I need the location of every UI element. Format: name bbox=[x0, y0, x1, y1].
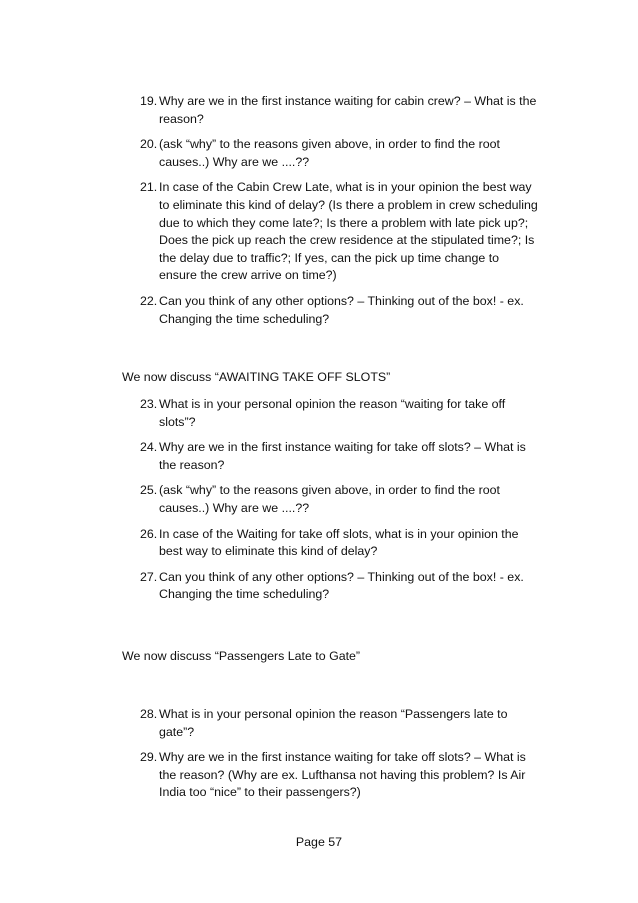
list-item bbox=[140, 439, 540, 474]
question-list-passengers-late bbox=[140, 706, 540, 810]
section-heading-passengers-late: We now discuss “Passengers Late to Gate” bbox=[122, 649, 361, 663]
question-list-take-off-slots bbox=[140, 396, 540, 612]
item-number: 24. bbox=[140, 440, 158, 455]
item-text: Can you think of any other options? – Thinking out of the box! - ex. Changing the time scheduling? bbox=[159, 293, 524, 326]
page-number: Page 57 bbox=[295, 835, 343, 849]
item-text: Why are we in the first instance waiting for take off slots? – What is the reason? bbox=[159, 440, 526, 472]
list-item bbox=[140, 706, 540, 741]
item-text: (ask “why” to the reasons given above, in order to find the root causes..) Why are we ....?? bbox=[159, 137, 500, 169]
item-text: Can you think of any other options? – Thinking out of the box! - ex. Changing the time scheduling? bbox=[159, 569, 524, 602]
item-number: 20. bbox=[140, 137, 158, 152]
item-text: Why are we in the first instance waiting for cabin crew? – What is the reason? bbox=[159, 94, 537, 126]
list-item bbox=[140, 93, 540, 128]
item-number: 23. bbox=[140, 397, 158, 411]
item-text: What is in your personal opinion the reason “Passengers late to gate”? bbox=[159, 707, 508, 739]
item-text: What is in your personal opinion the reason “waiting for take off slots”? bbox=[159, 397, 506, 429]
item-text: In case of the Waiting for take off slots, what is in your opinion the best way to eliminate this kind of delay? bbox=[159, 526, 519, 559]
item-number: 26. bbox=[140, 526, 158, 541]
item-number: 29. bbox=[140, 750, 158, 765]
section-heading-take-off-slots: We now discuss “AWAITING TAKE OFF SLOTS” bbox=[122, 370, 391, 384]
list-item bbox=[140, 293, 540, 328]
item-number: 27. bbox=[140, 569, 158, 584]
item-number: 21. bbox=[140, 180, 158, 195]
item-number: 25. bbox=[140, 483, 158, 498]
list-item bbox=[140, 482, 540, 517]
item-text: Why are we in the first instance waiting for take off slots? – What is the reason? (Why are ex. Lufthansa not having this problem? Is Air India too “nice” to their passengers?) bbox=[159, 750, 526, 800]
item-number: 19. bbox=[140, 94, 158, 108]
item-number: 28. bbox=[140, 707, 158, 721]
list-item bbox=[140, 749, 540, 802]
item-text: (ask “why” to the reasons given above, in order to find the root causes..) Why are we ....?? bbox=[159, 483, 500, 515]
list-item bbox=[140, 396, 540, 431]
list-item bbox=[140, 179, 540, 285]
list-item bbox=[140, 526, 540, 561]
list-item bbox=[140, 136, 540, 171]
list-item bbox=[140, 569, 540, 604]
item-number: 22. bbox=[140, 293, 158, 308]
item-text: In case of the Cabin Crew Late, what is in your opinion the best way to eliminate this kind of delay? (Is there a problem in crew scheduling due to which they come late?; Is there a problem with late pick up?; Does the pick up reach the crew residence at the stipulated time?; Is the delay due to traffic?; If yes, can the pick up time change to ensure the crew arrive on time?) bbox=[159, 180, 538, 283]
question-list-cabin-crew bbox=[140, 93, 540, 336]
